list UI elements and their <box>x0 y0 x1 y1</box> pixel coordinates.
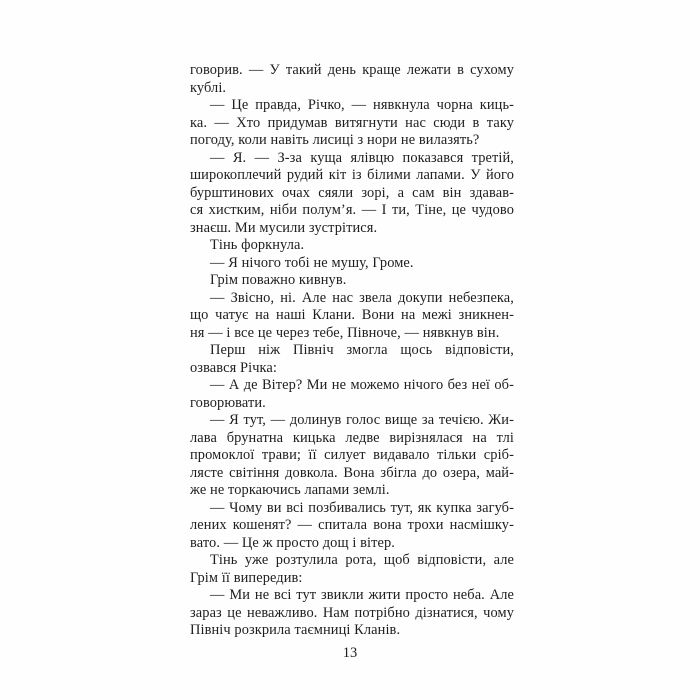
text-line: лава брунатна кицька ледве вирізнялася на тлі <box>190 429 514 446</box>
text-line: лених кошенят? — спитала вона трохи насмішку- <box>190 517 514 533</box>
text-line: промоклої трави; її силует видавало тільки сріб- <box>190 447 514 463</box>
text-line: — Я нічого тобі не мушу, Громе. <box>210 254 414 271</box>
text-line: ся хистким, ніби полум’я. — І ти, Тіне, це чудово <box>190 202 514 218</box>
text-line: погоду, коли навіть лисиці з нори не вилазять? <box>190 132 480 148</box>
text-line: Тінь форкнула. <box>210 237 305 253</box>
page-number: 13 <box>342 645 358 661</box>
text-line: Північ розкрила таємниці Кланів. <box>190 622 401 638</box>
text-line: кублі. <box>190 79 227 96</box>
text-line: бурштинових очах сяяли зорі, а сам він здавав- <box>190 184 514 201</box>
text-line: — Я тут, — долинув голос вище за течією. Жи- <box>210 412 514 428</box>
text-line: же не торкаючись лапами землі. <box>190 482 390 498</box>
text-line: широкоплечий рудий кіт із білими лапами. У його <box>190 167 514 183</box>
text-line: — Звісно, ні. Але нас звела докупи небезпека, <box>210 289 514 306</box>
text-line: ка. — Хто придумав витягнути нас сюди в таку <box>190 114 514 131</box>
text-line: Грім її випередив: <box>190 569 303 586</box>
text-line: — Це правда, Річко, — нявкнула чорна киць- <box>210 97 514 113</box>
text-line: — Чому ви всі позбивались тут, як купка загуб- <box>210 499 514 516</box>
text-line: Тінь уже розтулила рота, щоб відповісти, але <box>210 552 514 568</box>
text-line: знаєш. Ми мусили зустрітися. <box>190 219 378 236</box>
text-line: — А де Вітер? Ми не можемо нічого без неї об- <box>210 377 514 393</box>
text-line: озвався Річка: <box>190 359 277 376</box>
text-line: Перш ніж Північ змогла щось відповісти, <box>210 342 514 358</box>
text-line: лясте світіння довкола. Вона збігла до озера, май- <box>190 464 514 481</box>
text-line: вато. — Це ж просто дощ і вітер. <box>190 534 395 551</box>
text-line: — Я. — З-за куща ялівцю показався третій, <box>210 149 514 166</box>
text-line: говорювати. <box>190 394 266 411</box>
text-line: говорив. — У такий день краще лежати в сухому <box>190 62 514 78</box>
text-line: зараз це неважливо. Нам потрібно дізнатися, чому <box>190 604 514 621</box>
text-line: — Ми не всі тут звикли жити просто неба. Але <box>210 587 514 603</box>
text-line: Грім поважно кивнув. <box>210 272 347 288</box>
page-text <box>190 62 514 640</box>
text-line: ня — і все це через тебе, Півноче, — нявкнув він. <box>190 324 500 341</box>
text-line: що чатує на наші Клани. Вони на межі зникнен- <box>190 307 514 323</box>
